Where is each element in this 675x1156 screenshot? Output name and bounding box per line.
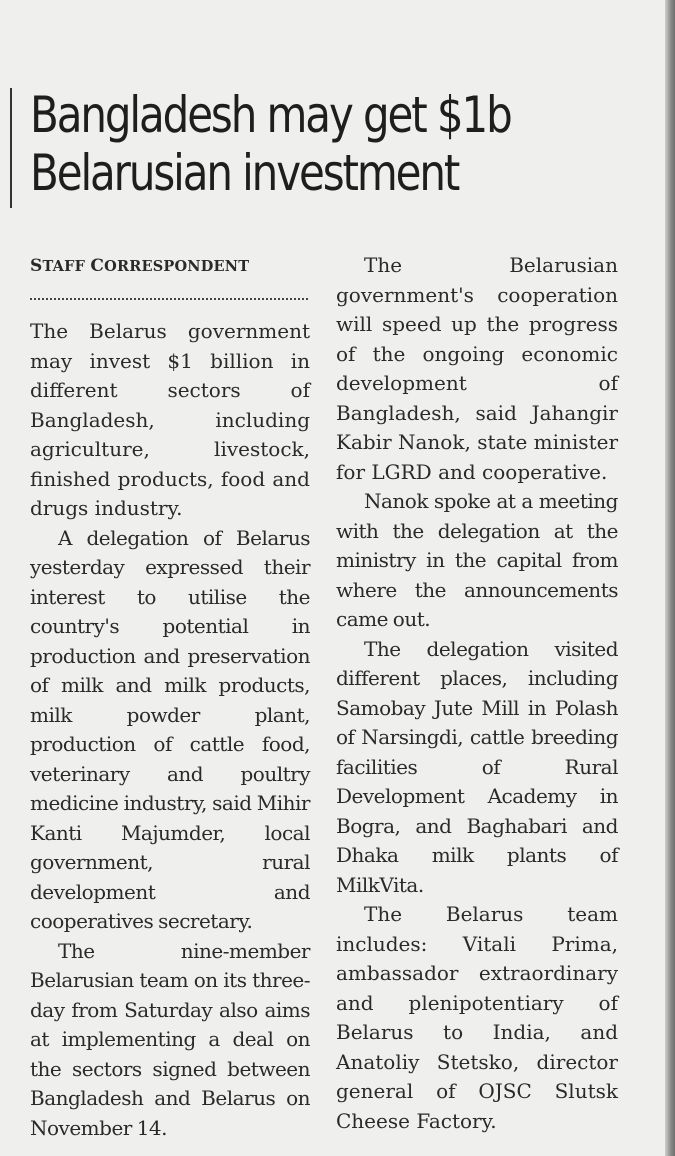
paragraph-7: The Belarus team includes: Vitali Prima, ambassador extraordinary and plenipotentiary of Belarus to India, and Anatoliy Stetsko, director general of OJSC Slutsk Cheese Factory.: [336, 902, 618, 1133]
paragraph-1: The Belarus government may invest $1 billion in different sectors of Bangladesh, including agriculture, livestock, finished products, food and drugs industry.: [30, 319, 310, 520]
paragraph-6: The delegation visited different places, including Samobay Jute Mill in Polash of Narsingdi, cattle breeding facilities of Rural Development Academy in Bogra, and Baghabari and Dhaka milk plants of MilkVita.: [336, 636, 618, 897]
page-edge-shadow: [665, 0, 675, 1156]
left-column-rule: [10, 88, 12, 208]
headline-line-1: Bangladesh may get $1b: [30, 86, 511, 144]
paragraph-5: Nanok spoke at a meeting with the delegation at the ministry in the capital from where the announcements came out.: [336, 489, 618, 631]
headline: [30, 86, 551, 202]
paragraph-4: The Belarusian government's cooperation will speed up the progress of the ongoing economic development of Bangladesh, said Jahangir Kabir Nanok, state minister for LGRD and cooperative.: [336, 253, 618, 484]
byline: STAFF CORRESPONDENT: [30, 256, 250, 276]
byline-divider: [30, 298, 308, 302]
article-column-right: [336, 251, 618, 1136]
paragraph-2: A delegation of Belarus yesterday expressed their interest to utilise the country's potential in production and preservation of milk and milk products, milk powder plant, production of cattle food, veterinary and poultry medicine industry, said Mihir Kanti Majumder, local government, rural development and cooperatives secretary.: [30, 525, 310, 933]
paragraph-3: The nine-member Belarusian team on its three-day from Saturday also aims at implementing a deal on the sectors signed between Bangladesh and Belarus on November 14.: [30, 938, 310, 1140]
article-column-left: [30, 252, 310, 1143]
headline-line-2: Belarusian investment: [30, 144, 459, 202]
